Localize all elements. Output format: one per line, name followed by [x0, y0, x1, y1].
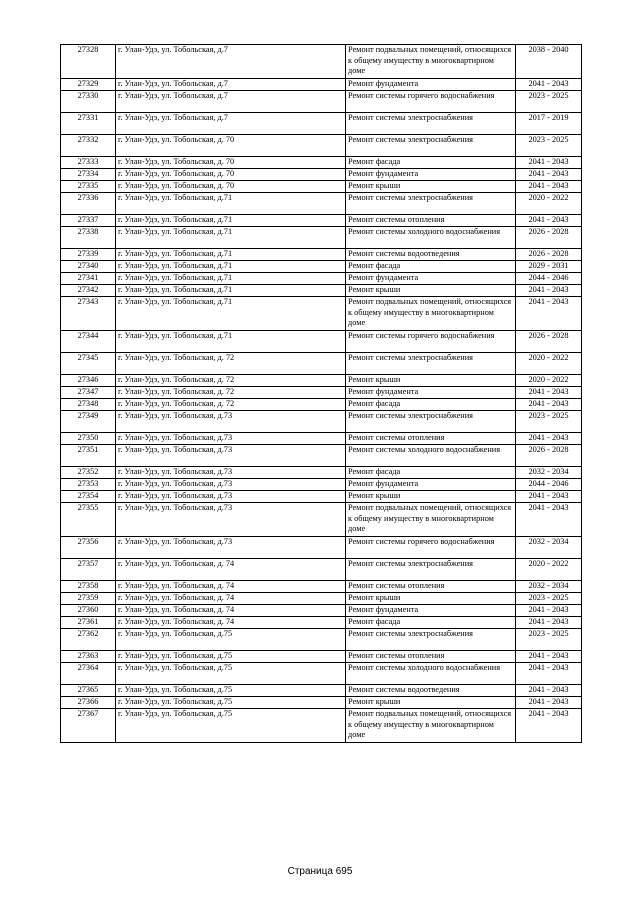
row-work: Ремонт фасада [346, 261, 516, 273]
row-address: г. Улан-Удэ, ул. Тобольская, д. 72 [116, 387, 346, 399]
row-address: г. Улан-Удэ, ул. Тобольская, д. 72 [116, 375, 346, 387]
row-work: Ремонт фасада [346, 467, 516, 479]
row-number: 27344 [61, 331, 116, 353]
row-number: 27328 [61, 45, 116, 79]
row-work: Ремонт фундамента [346, 605, 516, 617]
row-address: г. Улан-Удэ, ул. Тобольская, д.7 [116, 113, 346, 135]
row-period: 2026 - 2028 [516, 227, 582, 249]
row-number: 27341 [61, 273, 116, 285]
row-work: Ремонт фундамента [346, 169, 516, 181]
row-number: 27334 [61, 169, 116, 181]
row-number: 27358 [61, 581, 116, 593]
row-address: г. Улан-Удэ, ул. Тобольская, д.7 [116, 79, 346, 91]
row-work: Ремонт фасада [346, 399, 516, 411]
row-period: 2041 - 2043 [516, 651, 582, 663]
row-number: 27343 [61, 297, 116, 331]
row-work: Ремонт подвальных помещений, относящихся к общему имуществу в многоквартирном доме [346, 503, 516, 537]
row-address: г. Улан-Удэ, ул. Тобольская, д.73 [116, 479, 346, 491]
row-number: 27346 [61, 375, 116, 387]
row-address: г. Улан-Удэ, ул. Тобольская, д.75 [116, 697, 346, 709]
row-work: Ремонт системы электроснабжения [346, 411, 516, 433]
table-row [61, 353, 582, 375]
row-address: г. Улан-Удэ, ул. Тобольская, д.73 [116, 467, 346, 479]
row-work: Ремонт системы электроснабжения [346, 193, 516, 215]
row-period: 2038 - 2040 [516, 45, 582, 79]
row-address: г. Улан-Удэ, ул. Тобольская, д.71 [116, 215, 346, 227]
table-row [61, 193, 582, 215]
row-number: 27360 [61, 605, 116, 617]
table-row [61, 227, 582, 249]
row-period: 2032 - 2034 [516, 581, 582, 593]
row-period: 2032 - 2034 [516, 537, 582, 559]
page-number: Страница 695 [287, 866, 353, 877]
row-address: г. Улан-Удэ, ул. Тобольская, д.7 [116, 45, 346, 79]
row-address: г. Улан-Удэ, ул. Тобольская, д. 70 [116, 157, 346, 169]
row-work: Ремонт системы электроснабжения [346, 559, 516, 581]
row-period: 2041 - 2043 [516, 617, 582, 629]
table-row [61, 605, 582, 617]
row-period: 2041 - 2043 [516, 285, 582, 297]
row-address: г. Улан-Удэ, ул. Тобольская, д.73 [116, 445, 346, 467]
table-row [61, 399, 582, 411]
row-number: 27355 [61, 503, 116, 537]
row-address: г. Улан-Удэ, ул. Тобольская, д.71 [116, 249, 346, 261]
row-work: Ремонт крыши [346, 285, 516, 297]
row-address: г. Улан-Удэ, ул. Тобольская, д.75 [116, 651, 346, 663]
row-work: Ремонт подвальных помещений, относящихся к общему имуществу в многоквартирном доме [346, 297, 516, 331]
table-row [61, 375, 582, 387]
row-number: 27340 [61, 261, 116, 273]
row-work: Ремонт системы отопления [346, 215, 516, 227]
table-row [61, 91, 582, 113]
row-address: г. Улан-Удэ, ул. Тобольская, д. 74 [116, 581, 346, 593]
row-address: г. Улан-Удэ, ул. Тобольская, д.75 [116, 629, 346, 651]
row-address: г. Улан-Удэ, ул. Тобольская, д.73 [116, 537, 346, 559]
row-period: 2041 - 2043 [516, 663, 582, 685]
row-work: Ремонт системы электроснабжения [346, 135, 516, 157]
row-work: Ремонт системы отопления [346, 581, 516, 593]
row-work: Ремонт системы отопления [346, 433, 516, 445]
row-address: г. Улан-Удэ, ул. Тобольская, д. 74 [116, 559, 346, 581]
row-number: 27332 [61, 135, 116, 157]
row-number: 27347 [61, 387, 116, 399]
table-row [61, 411, 582, 433]
row-period: 2041 - 2043 [516, 297, 582, 331]
table-row [61, 503, 582, 537]
table-row [61, 387, 582, 399]
row-period: 2041 - 2043 [516, 79, 582, 91]
row-number: 27348 [61, 399, 116, 411]
table-row [61, 135, 582, 157]
row-work: Ремонт фундамента [346, 387, 516, 399]
row-work: Ремонт крыши [346, 593, 516, 605]
row-number: 27342 [61, 285, 116, 297]
row-number: 27349 [61, 411, 116, 433]
row-number: 27353 [61, 479, 116, 491]
table-row [61, 685, 582, 697]
row-number: 27354 [61, 491, 116, 503]
table-row [61, 581, 582, 593]
row-number: 27363 [61, 651, 116, 663]
row-address: г. Улан-Удэ, ул. Тобольская, д.71 [116, 331, 346, 353]
table-row [61, 697, 582, 709]
table-row [61, 331, 582, 353]
row-address: г. Улан-Удэ, ул. Тобольская, д.71 [116, 261, 346, 273]
row-work: Ремонт системы водоотведения [346, 249, 516, 261]
row-work: Ремонт системы электроснабжения [346, 629, 516, 651]
row-work: Ремонт подвальных помещений, относящихся к общему имуществу в многоквартирном доме [346, 709, 516, 743]
table-row [61, 285, 582, 297]
row-period: 2041 - 2043 [516, 697, 582, 709]
row-number: 27351 [61, 445, 116, 467]
row-work: Ремонт системы холодного водоснабжения [346, 445, 516, 467]
row-period: 2041 - 2043 [516, 215, 582, 227]
row-address: г. Улан-Удэ, ул. Тобольская, д. 70 [116, 169, 346, 181]
row-number: 27352 [61, 467, 116, 479]
table-row [61, 113, 582, 135]
row-work: Ремонт фасада [346, 617, 516, 629]
table-row [61, 467, 582, 479]
row-period: 2041 - 2043 [516, 605, 582, 617]
row-period: 2044 - 2046 [516, 273, 582, 285]
row-period: 2023 - 2025 [516, 135, 582, 157]
row-address: г. Улан-Удэ, ул. Тобольская, д. 72 [116, 353, 346, 375]
row-work: Ремонт системы горячего водоснабжения [346, 537, 516, 559]
row-work: Ремонт системы электроснабжения [346, 113, 516, 135]
row-work: Ремонт системы отопления [346, 651, 516, 663]
row-work: Ремонт подвальных помещений, относящихся к общему имуществу в многоквартирном доме [346, 45, 516, 79]
row-work: Ремонт крыши [346, 181, 516, 193]
row-address: г. Улан-Удэ, ул. Тобольская, д.75 [116, 685, 346, 697]
row-number: 27336 [61, 193, 116, 215]
table-row [61, 559, 582, 581]
row-number: 27335 [61, 181, 116, 193]
row-number: 27364 [61, 663, 116, 685]
table-row [61, 617, 582, 629]
row-address: г. Улан-Удэ, ул. Тобольская, д.71 [116, 273, 346, 285]
row-period: 2041 - 2043 [516, 399, 582, 411]
row-address: г. Улан-Удэ, ул. Тобольская, д. 70 [116, 135, 346, 157]
row-period: 2017 - 2019 [516, 113, 582, 135]
table-row [61, 537, 582, 559]
table-row [61, 479, 582, 491]
row-period: 2044 - 2046 [516, 479, 582, 491]
row-work: Ремонт крыши [346, 697, 516, 709]
row-number: 27356 [61, 537, 116, 559]
table-row [61, 593, 582, 605]
row-period: 2023 - 2025 [516, 91, 582, 113]
row-address: г. Улан-Удэ, ул. Тобольская, д.7 [116, 91, 346, 113]
row-period: 2041 - 2043 [516, 685, 582, 697]
row-period: 2020 - 2022 [516, 375, 582, 387]
row-address: г. Улан-Удэ, ул. Тобольская, д.73 [116, 491, 346, 503]
row-number: 27350 [61, 433, 116, 445]
row-work: Ремонт фасада [346, 157, 516, 169]
row-number: 27365 [61, 685, 116, 697]
table-row [61, 663, 582, 685]
row-address: г. Улан-Удэ, ул. Тобольская, д.73 [116, 503, 346, 537]
row-period: 2026 - 2028 [516, 331, 582, 353]
row-period: 2032 - 2034 [516, 467, 582, 479]
table-row [61, 297, 582, 331]
row-work: Ремонт системы горячего водоснабжения [346, 331, 516, 353]
row-address: г. Улан-Удэ, ул. Тобольская, д. 70 [116, 181, 346, 193]
row-work: Ремонт системы холодного водоснабжения [346, 663, 516, 685]
row-number: 27330 [61, 91, 116, 113]
row-number: 27361 [61, 617, 116, 629]
table-row [61, 491, 582, 503]
row-period: 2041 - 2043 [516, 387, 582, 399]
table-row [61, 261, 582, 273]
row-period: 2029 - 2031 [516, 261, 582, 273]
table-row [61, 273, 582, 285]
row-number: 27362 [61, 629, 116, 651]
row-address: г. Улан-Удэ, ул. Тобольская, д.73 [116, 411, 346, 433]
row-number: 27339 [61, 249, 116, 261]
row-period: 2026 - 2028 [516, 249, 582, 261]
repair-schedule-table [60, 44, 582, 743]
row-period: 2020 - 2022 [516, 353, 582, 375]
row-work: Ремонт системы холодного водоснабжения [346, 227, 516, 249]
table-row [61, 45, 582, 79]
row-number: 27366 [61, 697, 116, 709]
row-period: 2026 - 2028 [516, 445, 582, 467]
table-row [61, 249, 582, 261]
table-row [61, 157, 582, 169]
table-row [61, 169, 582, 181]
row-address: г. Улан-Удэ, ул. Тобольская, д.73 [116, 433, 346, 445]
row-period: 2041 - 2043 [516, 433, 582, 445]
row-number: 27338 [61, 227, 116, 249]
table-row [61, 79, 582, 91]
row-work: Ремонт фундамента [346, 79, 516, 91]
row-work: Ремонт крыши [346, 491, 516, 503]
row-address: г. Улан-Удэ, ул. Тобольская, д. 74 [116, 593, 346, 605]
table-row [61, 629, 582, 651]
row-period: 2041 - 2043 [516, 709, 582, 743]
row-address: г. Улан-Удэ, ул. Тобольская, д.75 [116, 663, 346, 685]
row-address: г. Улан-Удэ, ул. Тобольская, д. 74 [116, 605, 346, 617]
row-work: Ремонт системы горячего водоснабжения [346, 91, 516, 113]
row-number: 27329 [61, 79, 116, 91]
row-number: 27367 [61, 709, 116, 743]
row-number: 27333 [61, 157, 116, 169]
table-row [61, 445, 582, 467]
row-address: г. Улан-Удэ, ул. Тобольская, д. 72 [116, 399, 346, 411]
row-period: 2020 - 2022 [516, 559, 582, 581]
row-address: г. Улан-Удэ, ул. Тобольская, д.75 [116, 709, 346, 743]
row-number: 27345 [61, 353, 116, 375]
row-address: г. Улан-Удэ, ул. Тобольская, д. 74 [116, 617, 346, 629]
row-address: г. Улан-Удэ, ул. Тобольская, д.71 [116, 227, 346, 249]
row-period: 2041 - 2043 [516, 157, 582, 169]
row-number: 27331 [61, 113, 116, 135]
row-work: Ремонт системы водоотведения [346, 685, 516, 697]
row-work: Ремонт системы электроснабжения [346, 353, 516, 375]
row-period: 2020 - 2022 [516, 193, 582, 215]
row-number: 27359 [61, 593, 116, 605]
row-number: 27357 [61, 559, 116, 581]
row-period: 2041 - 2043 [516, 491, 582, 503]
table-row [61, 433, 582, 445]
row-address: г. Улан-Удэ, ул. Тобольская, д.71 [116, 297, 346, 331]
table-row [61, 651, 582, 663]
row-address: г. Улан-Удэ, ул. Тобольская, д.71 [116, 285, 346, 297]
row-work: Ремонт фундамента [346, 479, 516, 491]
row-period: 2023 - 2025 [516, 629, 582, 651]
row-address: г. Улан-Удэ, ул. Тобольская, д.71 [116, 193, 346, 215]
table-row [61, 215, 582, 227]
row-period: 2041 - 2043 [516, 181, 582, 193]
row-work: Ремонт фундамента [346, 273, 516, 285]
row-period: 2041 - 2043 [516, 169, 582, 181]
table-row [61, 709, 582, 743]
row-period: 2041 - 2043 [516, 503, 582, 537]
row-period: 2023 - 2025 [516, 593, 582, 605]
table-row [61, 181, 582, 193]
row-work: Ремонт крыши [346, 375, 516, 387]
row-period: 2023 - 2025 [516, 411, 582, 433]
row-number: 27337 [61, 215, 116, 227]
